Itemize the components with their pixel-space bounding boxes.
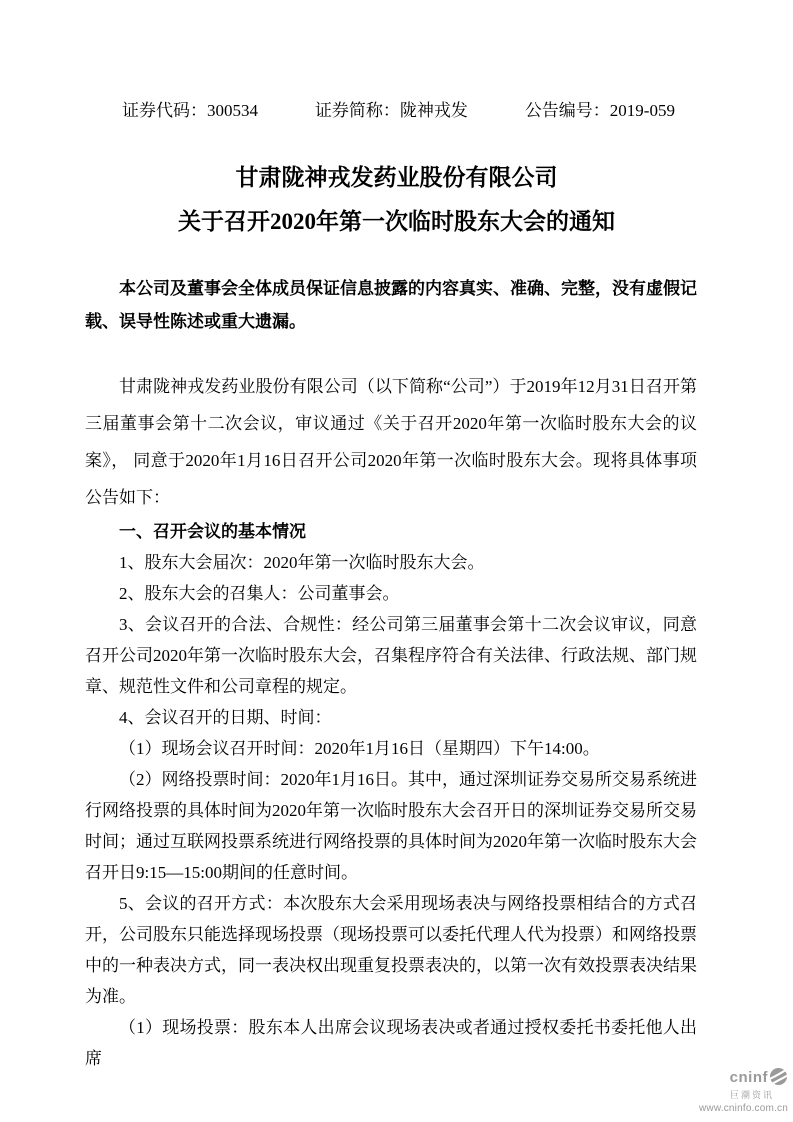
doc-subtitle: 关于召开2020年第一次临时股东大会的通知 [178,209,615,234]
body-paragraphs [85,368,697,1074]
paragraph: （2）网络投票时间：2020年1月16日。其中，通过深圳证券交易所交易系统进行网络投票的具体时间为2020年第一次临时股东大会召开日的深圳证券交易所交易时间；通过互联网投票系统进行网络投票的具体时间为2020年第一次临时股东大会召开日9:15—15:00期间的任意时间。 [85,770,697,882]
doc-title: 甘肃陇神戎发药业股份有限公司 [235,165,558,190]
paragraph: 2、股东大会的召集人：公司董事会。 [119,584,400,603]
paragraph: 1、股东大会届次：2020年第一次临时股东大会。 [119,553,485,572]
cninfo-url: www.cninfo.com.cn [699,1103,788,1114]
section-heading: 一、召开会议的基本情况 [119,522,306,541]
announcement-number: 公告编号：2019-059 [524,101,675,120]
cninfo-logo [699,1067,788,1114]
stock-code: 证券代码：300534 [122,101,258,120]
title-block [0,156,793,244]
disclaimer-statement: 本公司及董事会全体成员保证信息披露的内容真实、准确、完整，没有虚假记载、误导性陈述或重大遗漏。 [85,279,697,331]
cninfo-brand-row [699,1067,788,1091]
paragraph: 5、会议的召开方式：本次股东大会采用现场表决与网络投票相结合的方式召开，公司股东只能选择现场投票（现场投票可以委托代理人代为投票）和网络投票中的一种表决方式，同一表决权出现重复投票表决的，以第一次有效投票表决结果为准。 [85,894,697,1006]
paragraph: 4、会议召开的日期、时间： [119,708,332,727]
paragraph: 3、会议召开的合法、合规性：经公司第三届董事会第十二次会议审议，同意召开公司2020年第一次临时股东大会，召集程序符合有关法律、行政法规、部门规章、规范性文件和公司章程的规定。 [85,615,697,696]
paragraph: 甘肃陇神戎发药业股份有限公司（以下简称“公司”）于2019年12月31日召开第三届董事会第十二次会议，审议通过《关于召开2020年第一次临时股东大会的议案》， 同意于2020年1月16日召开公司2020年第一次临时股东大会。现将具体事项公告如下： [85,377,697,507]
cninfo-chinese-label: 巨潮资讯 [729,1090,774,1101]
cninfo-swirl-icon [769,1067,788,1091]
doc-header [122,96,675,121]
stock-name: 证券简称：陇神戎发 [314,101,468,120]
cninfo-brand-text: cninf [729,1069,768,1087]
paragraph: （1）现场投票：股东本人出席会议现场表决或者通过授权委托书委托他人出席 [85,1018,697,1068]
paragraph: （1）现场会议召开时间：2020年1月16日（星期四）下午14:00。 [119,739,600,758]
